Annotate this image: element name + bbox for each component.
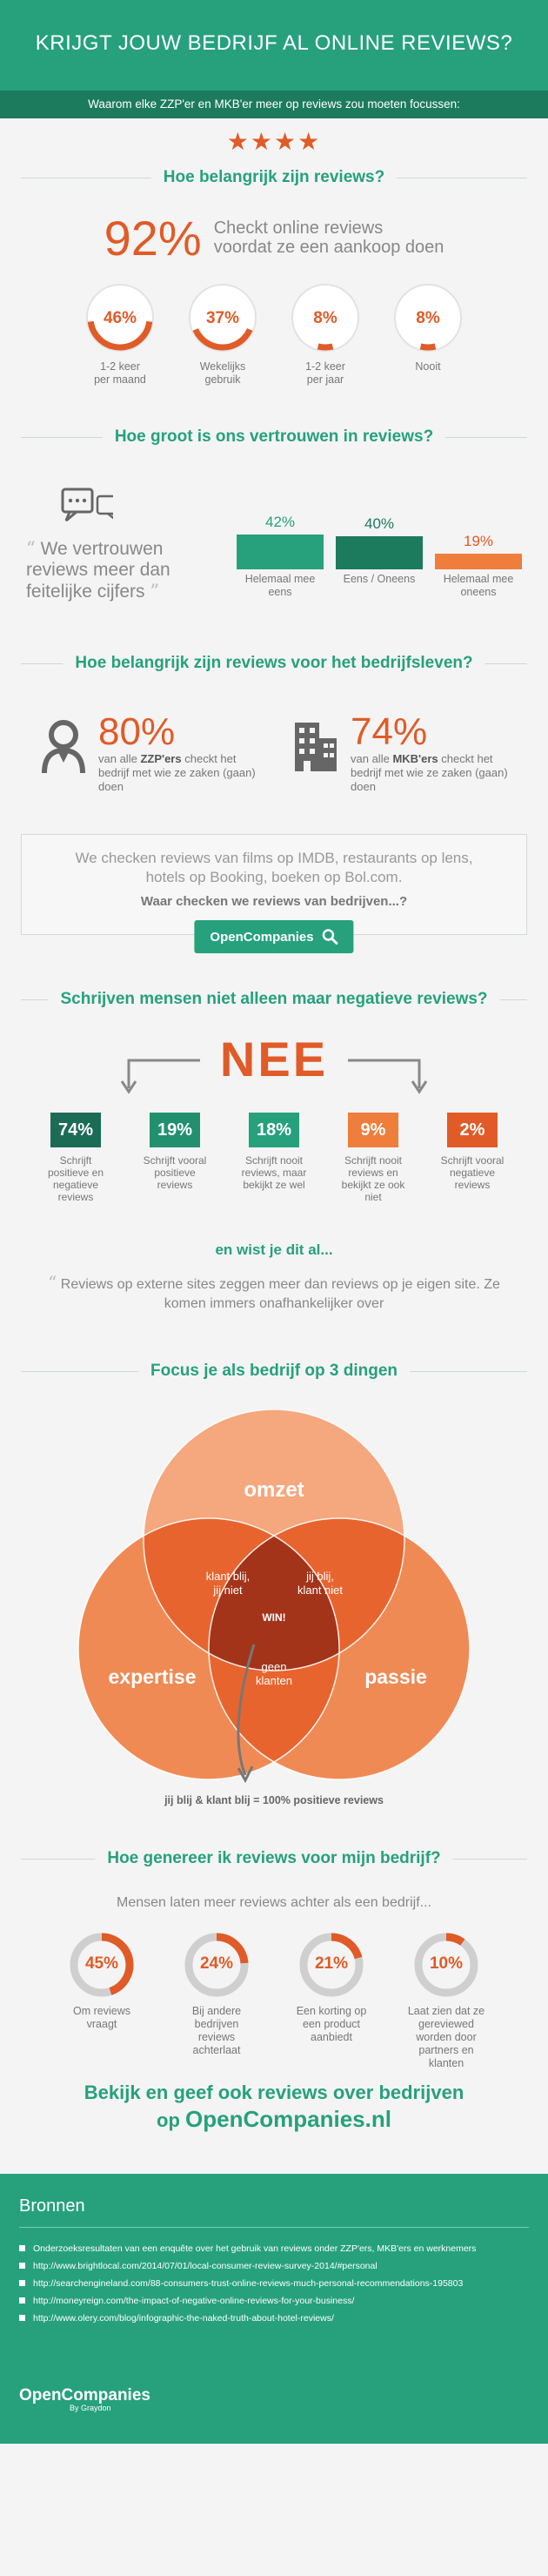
nee-block	[0, 1031, 548, 1107]
source-item[interactable]: http://www.olery.com/blog/infographic-the-naked-truth-about-hotel-reviews/	[19, 2310, 529, 2327]
person-icon	[39, 717, 88, 775]
review-type-label: Schrijft nooit reviews en bekijkt ze ook niet	[341, 1154, 405, 1203]
venn-label-omzet: omzet	[244, 1478, 304, 1502]
generate-label: Bij andere bedrijven reviews achterlaat	[191, 2005, 242, 2056]
generate-subtitle: Mensen laten meer reviews achter als een bedrijf...	[117, 1895, 431, 1910]
big-stat	[0, 211, 548, 265]
section-heading-importance	[21, 160, 527, 195]
open-quote-icon: “	[48, 1272, 57, 1293]
zzp-stat	[39, 712, 257, 808]
generate-label: Om reviews vraagt	[73, 2005, 130, 2030]
big-stat-text-line2: voordat ze een aankoop doen	[213, 238, 444, 257]
frequency-ring	[86, 284, 154, 352]
frequency-ring	[394, 284, 462, 352]
building-icon	[291, 717, 340, 775]
mkb-text	[351, 712, 509, 794]
check-text-line2: hotels op Booking, boeken op Bol.com.	[145, 869, 403, 885]
generate-ring	[69, 1932, 135, 1998]
frequency-item	[187, 284, 258, 387]
source-item[interactable]: http://searchengineland.com/88-consumers-trust-online-reviews-much-personal-recommendations-195803	[19, 2275, 529, 2292]
logo-text: OpenCompanies	[19, 2386, 150, 2404]
review-type-item	[238, 1113, 310, 1215]
venn-label-expertise: expertise	[108, 1665, 197, 1688]
venn-caption: jij blij & klant blij = 100% positieve reviews	[164, 1794, 384, 1806]
review-type-item	[437, 1113, 508, 1215]
zzp-post: checkt het bedrijf met wie ze zaken (gaan) doen	[98, 752, 256, 793]
section-heading-negative	[21, 982, 527, 1017]
generate-ring	[413, 1932, 479, 1998]
venn-diagram	[0, 1409, 548, 1810]
heading-text: Focus je als bedrijf op 3 dingen	[138, 1362, 410, 1381]
frequency-item	[392, 284, 464, 387]
sources-title: Bronnen	[19, 2196, 85, 2216]
heading-text: Schrijven mensen niet alleen maar negatieve reviews?	[48, 990, 499, 1009]
cta-line-2	[0, 2106, 548, 2134]
frequency-label-2: gebruik	[204, 373, 241, 386]
check-text-line1: We checken reviews van films op IMDB, restaurants op lens,	[75, 850, 473, 866]
trust-bar	[336, 536, 423, 569]
review-type-value: 2%	[447, 1113, 498, 1147]
frequency-circles	[0, 284, 548, 387]
section-heading-focus	[21, 1354, 527, 1389]
mkb-who: MKB'ers	[392, 752, 438, 765]
cta-line-1: Bekijk en geef ook reviews over bedrijven	[84, 2082, 464, 2103]
review-type-label: Schrijft positieve en negatieve reviews	[47, 1154, 104, 1203]
frequency-value: 37%	[205, 309, 240, 327]
review-types	[0, 1113, 548, 1215]
quote-text: “ We vertrouwen reviews meer dan feitelijke cijfers ”	[26, 538, 170, 602]
frequency-item	[84, 284, 156, 387]
review-type-label: Schrijft vooral positieve reviews	[143, 1154, 207, 1191]
nee-answer: NEE	[219, 1032, 329, 1086]
generate-label: Een korting op een product aanbiedt	[296, 2005, 367, 2043]
generate-item	[292, 1932, 371, 2062]
review-type-value: 74%	[50, 1113, 101, 1147]
quote-text-body: We vertrouwen reviews meer dan feitelijke cijfers	[26, 539, 170, 602]
frequency-label-2: per jaar	[306, 373, 344, 386]
check-question: Waar checken we reviews van bedrijven...?	[140, 894, 408, 909]
big-stat-value: 92%	[104, 210, 202, 266]
source-item: Onderzoeksresultaten van een enquête over het gebruik van reviews onder ZZP'ers, MKB'ers en werknemers	[19, 2240, 529, 2257]
divider	[19, 2227, 529, 2228]
zzp-value: 80%	[98, 710, 176, 753]
footer-cta	[0, 2080, 548, 2134]
trust-bar-label-2: oneens	[460, 586, 497, 598]
opencompanies-search-button[interactable]	[194, 920, 353, 953]
sources-list	[19, 2240, 529, 2327]
trust-quote	[26, 486, 217, 634]
search-icon	[323, 929, 338, 945]
generate-value: 24%	[199, 1954, 234, 1973]
trust-bar-value: 19%	[463, 533, 494, 549]
frequency-label-2: per maand	[94, 373, 146, 386]
trust-bar-item	[435, 493, 522, 606]
source-item[interactable]: http://www.brightlocal.com/2014/07/01/local-consumer-review-survey-2014/#personal	[19, 2257, 529, 2275]
frequency-label	[187, 360, 258, 387]
frequency-label-1: Nooit	[415, 360, 441, 373]
business-stats	[0, 712, 548, 808]
frequency-ring	[189, 284, 257, 352]
trust-bar-label-1: Helemaal mee	[443, 573, 514, 585]
chat-bubbles-icon	[26, 486, 217, 535]
generate-label: Laat zien dat ze gereviewed worden door partners en klanten	[407, 2005, 485, 2069]
frequency-value: 8%	[416, 309, 440, 327]
subtitle-bar: Waarom elke ZZP'er en MKB'er meer op reviews zou moeten focussen:	[0, 91, 548, 118]
mkb-stat	[291, 712, 509, 808]
trust-bar-label	[336, 573, 423, 586]
check-text	[22, 835, 526, 887]
trust-bar-label-2: eens	[268, 586, 292, 598]
frequency-label-1: 1-2 keer	[305, 360, 345, 373]
review-type-label: Schrijft nooit reviews, maar bekijkt ze wel	[241, 1154, 307, 1191]
trust-bar-item	[237, 493, 324, 606]
frequency-label-1: 1-2 keer	[100, 360, 140, 373]
cta-brand-link[interactable]: OpenCompanies.nl	[185, 2106, 391, 2132]
generate-item	[407, 1932, 485, 2069]
heading-text: Hoe genereer ik reviews voor mijn bedrijf?	[95, 1849, 452, 1868]
frequency-label-1: Wekelijks	[199, 360, 246, 373]
sources-section	[0, 2174, 548, 2444]
section-heading-generate	[21, 1841, 527, 1876]
review-type-label: Schrijft vooral negatieve reviews	[440, 1154, 505, 1191]
trust-bars	[237, 493, 522, 606]
check-reviews-box	[21, 834, 527, 945]
cta-line-2-pre: op	[157, 2109, 180, 2131]
big-stat-text-line1: Checkt online reviews	[213, 219, 384, 238]
wist-text: Reviews op externe sites zeggen meer dan reviews op je eigen site. Ze komen immers onafhankelijker over	[60, 1277, 500, 1311]
header	[0, 0, 548, 91]
opencompanies-logo	[19, 2386, 150, 2412]
heading-text: Hoe belangrijk zijn reviews?	[151, 168, 397, 187]
logo-subtext: By Graydon	[70, 2404, 111, 2412]
trust-bar-label	[435, 573, 522, 599]
section-heading-business	[21, 646, 527, 681]
button-label: OpenCompanies	[210, 929, 314, 945]
generate-ring	[298, 1932, 364, 1998]
venn-label-passie: passie	[364, 1665, 427, 1688]
mkb-desc	[351, 752, 509, 794]
venn-label-jij-blij: jij blij, klant niet	[297, 1570, 344, 1597]
zzp-text	[98, 712, 257, 794]
rating-stars-icon: ★★★★	[226, 128, 322, 155]
heading-text: Hoe belangrijk zijn reviews voor het bedrijfsleven?	[63, 654, 485, 673]
review-type-value: 9%	[348, 1113, 398, 1147]
frequency-label	[392, 360, 464, 373]
trust-bar-item	[336, 493, 423, 606]
mkb-post: checkt het bedrijf met wie ze zaken (gaan) doen	[351, 752, 508, 793]
generate-value: 45%	[84, 1954, 119, 1973]
venn-label-klant-blij: klant blij, jij niet	[205, 1570, 251, 1597]
frequency-value: 46%	[103, 309, 137, 327]
generate-item	[63, 1932, 141, 2062]
trust-bar-label-1: Helemaal mee	[244, 573, 316, 585]
review-type-item	[139, 1113, 211, 1215]
frequency-item	[290, 284, 361, 387]
generate-value: 10%	[429, 1954, 464, 1973]
section-heading-trust	[21, 420, 527, 454]
venn-label-center: WIN!	[262, 1611, 286, 1624]
trust-bar-label	[237, 573, 324, 599]
frequency-ring	[291, 284, 359, 352]
zzp-desc	[98, 752, 257, 794]
trust-bar	[435, 554, 522, 569]
page-title: KRIJGT JOUW BEDRIJF AL ONLINE REVIEWS?	[35, 31, 513, 55]
big-stat-text	[214, 219, 444, 257]
mkb-pre: van alle	[351, 752, 390, 765]
frequency-value: 8%	[313, 309, 337, 327]
frequency-label	[290, 360, 361, 387]
trust-bar-label-1: Eens / Oneens	[343, 573, 416, 585]
source-item[interactable]: http://moneyreign.com/the-impact-of-negative-online-reviews-for-your-business/	[19, 2292, 529, 2310]
trust-bar	[237, 535, 324, 569]
generate-circles	[0, 1932, 548, 2069]
trust-block	[0, 486, 548, 634]
zzp-who: ZZP'ers	[140, 752, 182, 765]
heading-text: Hoe groot is ons vertrouwen in reviews?	[103, 427, 445, 447]
trust-bar-value: 40%	[364, 515, 395, 532]
generate-value: 21%	[314, 1954, 349, 1973]
venn-label-geen-klanten: geen klanten	[256, 1660, 292, 1687]
review-type-item	[337, 1113, 409, 1215]
generate-item	[177, 1932, 256, 2062]
wist-title: en wist je dit al...	[215, 1241, 333, 1258]
mkb-value: 74%	[351, 710, 428, 753]
review-type-item	[40, 1113, 111, 1215]
trust-bar-value: 42%	[264, 514, 296, 530]
zzp-pre: van alle	[98, 752, 137, 765]
generate-ring	[184, 1932, 250, 1998]
review-type-value: 18%	[249, 1113, 299, 1147]
frequency-label	[84, 360, 156, 387]
review-type-value: 19%	[150, 1113, 200, 1147]
wist-quote	[43, 1273, 505, 1314]
